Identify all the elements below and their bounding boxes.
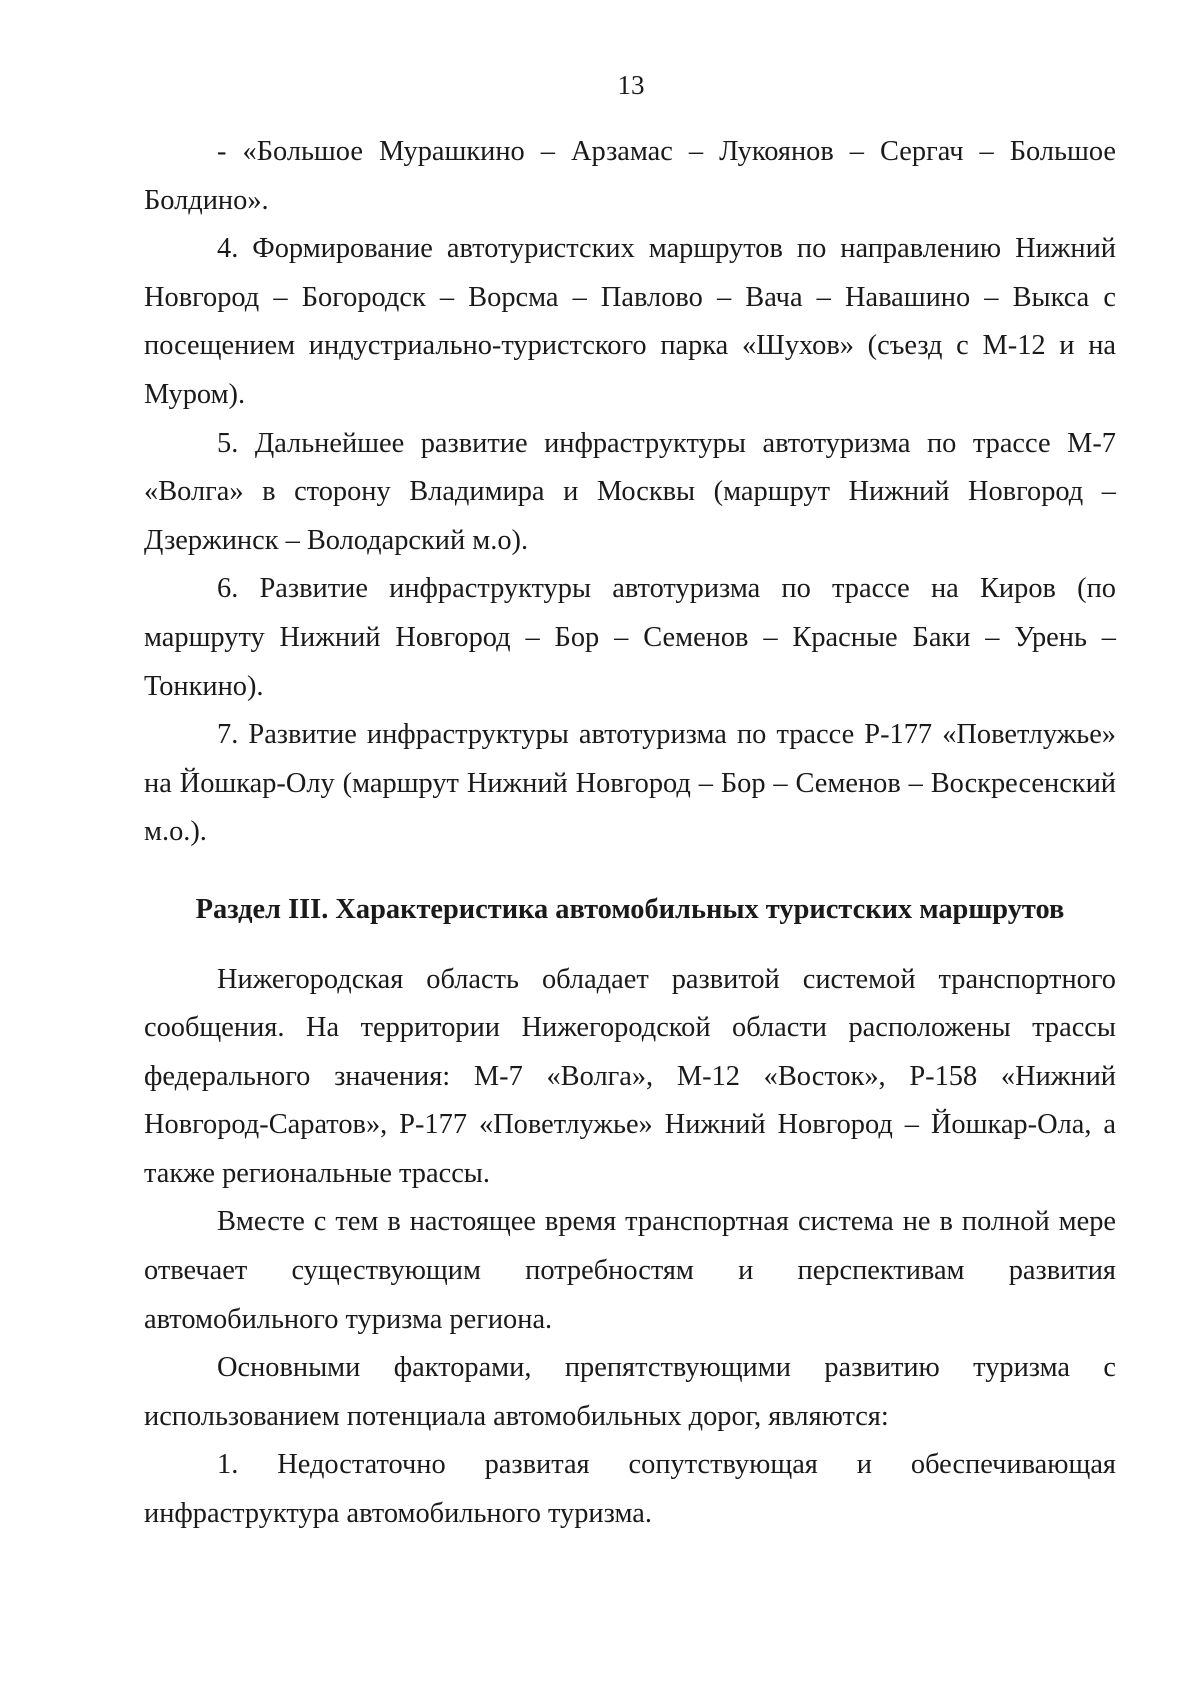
paragraph-transport-system: Нижегородская область обладает развитой системой транспортного сообщения. На территории Нижегородской области расположены трассы федерального значения: М-7 «Волга», М-12 «Восток», Р-158 «Нижний Новгород-Саратов», Р-177 «Поветлужье» Нижний Новгород – Йошкар-Ола, а также региональные трассы. <box>144 963 1116 1189</box>
page-number: 13 <box>617 70 645 100</box>
paragraph-factor-1: 1. Недостаточно развитая сопутствующая и обеспечивающая инфраструктура автомобильного туризма. <box>144 1449 1116 1530</box>
document-body <box>144 128 1116 1539</box>
paragraph-current-state: Вместе с тем в настоящее время транспортная система не в полной мере отвечает существующим потребностям и перспективам развития автомобильного туризма региона. <box>144 1206 1116 1335</box>
paragraph-route-bolshoe-murashkino: - «Большое Мурашкино – Арзамас – Лукоянов – Сергач – Большое Болдино». <box>144 136 1116 216</box>
section-heading: Раздел III. Характеристика автомобильных туристских маршрутов <box>195 893 1065 925</box>
paragraph-item-4: 4. Формирование автотуристских маршрутов по направлению Нижний Новгород – Богородск – Ворсма – Павлово – Вача – Навашино – Выкса с посещением индустриально-туристского парка «Шухов» (съезд с М-12 и на Муром). <box>144 233 1116 410</box>
paragraph-item-6: 6. Развитие инфраструктуры автотуризма по трассе на Киров (по маршруту Нижний Новгород – Бор – Семенов – Красные Баки – Урень – Тонкино). <box>144 573 1116 702</box>
paragraph-item-5: 5. Дальнейшее развитие инфраструктуры автотуризма по трассе М-7 «Волга» в сторону Владимира и Москвы (маршрут Нижний Новгород – Дзержинск – Володарский м.о). <box>144 427 1116 556</box>
paragraph-item-7: 7. Развитие инфраструктуры автотуризма по трассе Р-177 «Поветлужье» на Йошкар-Олу (маршрут Нижний Новгород – Бор – Семенов – Воскресенский м.о.). <box>144 719 1116 848</box>
paragraph-main-factors: Основными факторами, препятствующими развитию туризма с использованием потенциала автомобильных дорог, являются: <box>144 1352 1116 1432</box>
